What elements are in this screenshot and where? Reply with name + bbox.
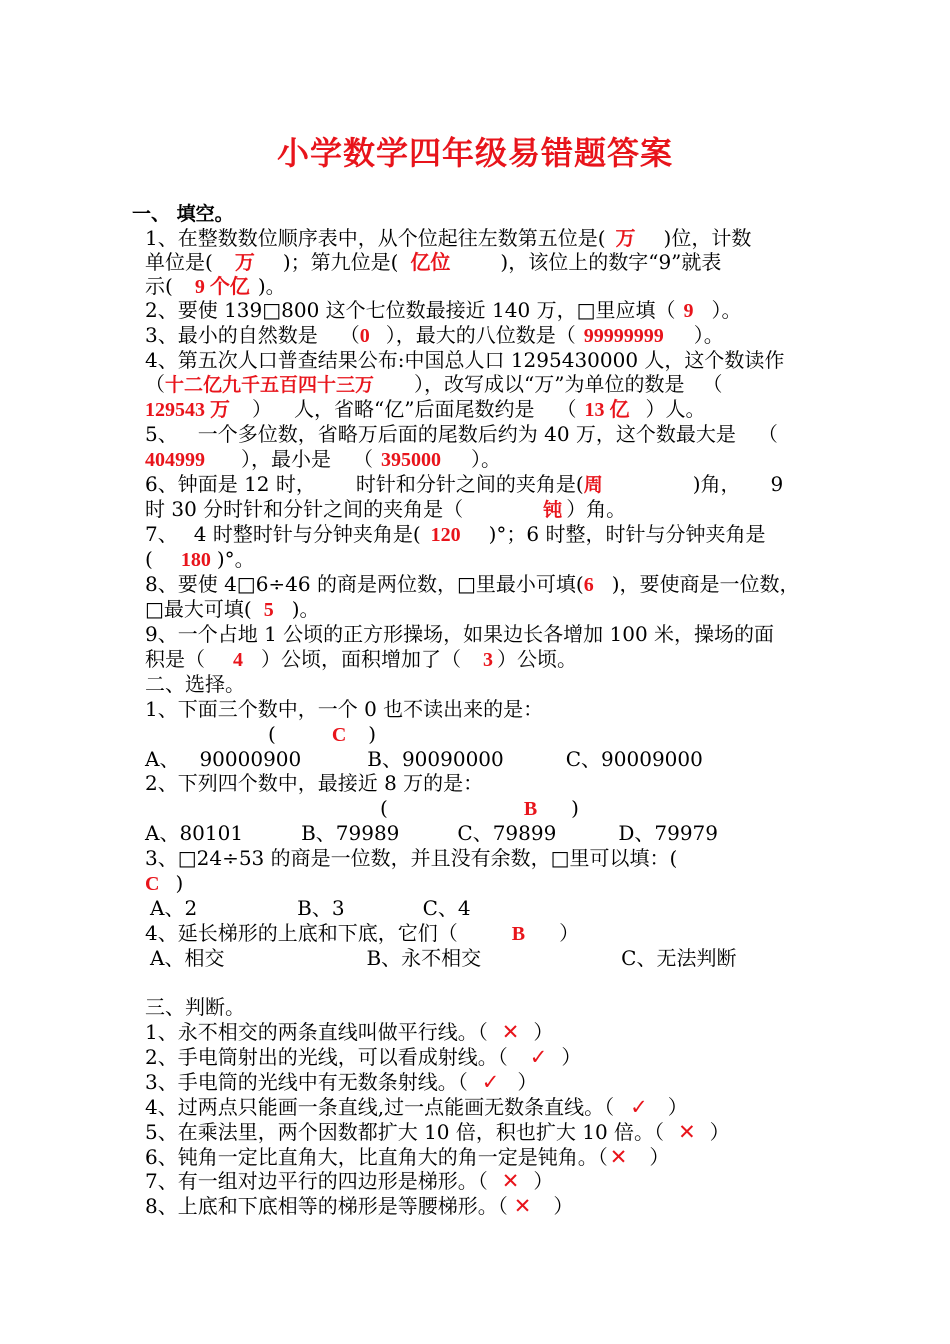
question-text: ）角。 <box>566 497 627 521</box>
question-text: ）。 <box>693 323 724 347</box>
question-text: 7、 <box>145 522 178 546</box>
question-text: ( <box>145 547 153 571</box>
question-text: （ <box>556 397 577 421</box>
question-5-line-1 <box>145 422 778 446</box>
bracket: ） <box>533 1169 554 1193</box>
question-text: ）。 <box>711 298 742 322</box>
bracket: ) <box>571 796 579 820</box>
question-text: ） <box>252 397 272 421</box>
bracket: ） <box>517 1070 538 1094</box>
question-1-line-1 <box>145 226 751 251</box>
answer: 4 <box>233 649 243 671</box>
check-mark-icon: ✓ <box>529 1045 548 1069</box>
bracket: ( <box>380 796 388 820</box>
question-8-line-1 <box>145 572 800 597</box>
judge-text: 3、手电筒的光线中有无数条射线。（ <box>145 1070 468 1094</box>
choice-4-options <box>150 946 736 970</box>
answer: 钝 <box>543 499 563 521</box>
bracket: ) <box>175 871 184 895</box>
answer: 129543 万 <box>145 399 230 421</box>
choice-2-answer <box>380 796 579 821</box>
option-a: A、相交 <box>150 946 225 970</box>
question-text: 1、在整数数位顺序表中，从个位起往左数第五位是( <box>145 226 606 250</box>
answer: 5 <box>263 599 274 621</box>
question-text: )°；6 时整，时针与分钟夹角是 <box>488 522 766 546</box>
judge-item-6 <box>145 1145 669 1169</box>
choice-1-question: 1、下面三个数中，一个 0 也不读出来的是： <box>145 697 544 721</box>
question-text: 积是（ <box>145 647 205 671</box>
question-text: 4、延长梯形的上底和下底，它们（ <box>145 921 458 945</box>
cross-mark-icon: ✕ <box>678 1120 696 1144</box>
section-heading-fill-blank: 一、 填空。 <box>132 203 234 225</box>
answer: C <box>145 873 160 895</box>
question-4-line-1: 4、第五次人口普查结果公布:中国总人口 1295430000 人，这个数读作 <box>145 348 785 372</box>
choice-3-answer <box>145 871 183 896</box>
judge-item-2 <box>145 1045 581 1069</box>
answer: 十二亿九千五百四十三万 <box>165 374 375 396</box>
check-mark-icon: ✓ <box>481 1070 500 1094</box>
answer: 9 个亿 <box>194 276 250 298</box>
question-text: 时 30 分时针和分针之间的夹角是（ <box>145 497 464 521</box>
choice-3-question: 3、□24÷53 的商是一位数，并且没有余数，□里可以填：( <box>145 846 678 870</box>
judge-text: 2、手电筒射出的光线，可以看成射线。（ <box>145 1045 508 1069</box>
choice-1-answer <box>268 722 376 747</box>
question-text: 2、要使 139□800 这个七位数最接近 140 万，□里应填（ <box>145 298 676 322</box>
option-b: B、3 <box>297 896 345 920</box>
question-text: )。 <box>257 274 286 298</box>
question-text: 一个多位数，省略万后面的尾数后约为 40 万，这个数最大是 <box>197 422 736 446</box>
answer: 3 <box>483 649 493 671</box>
option-a: A、2 <box>150 896 198 920</box>
question-text: ）。 <box>471 447 501 471</box>
cross-mark-icon: ✕ <box>513 1194 532 1218</box>
cross-mark-icon: ✕ <box>501 1020 520 1044</box>
question-text: ）人。 <box>645 397 706 421</box>
question-text: ）公顷，面积增加了（ <box>261 647 461 671</box>
option-b: B、永不相交 <box>366 946 482 970</box>
question-text: 6、钟面是 12 时， <box>145 472 316 496</box>
cross-mark-icon: ✕ <box>501 1169 520 1193</box>
question-text: □最大可填( <box>145 597 252 621</box>
judge-item-5 <box>145 1120 730 1144</box>
judge-item-8 <box>145 1194 573 1218</box>
question-text: （ <box>339 323 360 347</box>
question-text: （ <box>757 422 778 446</box>
question-text: 9 <box>770 472 784 496</box>
question-text: )；第九位是( <box>282 250 399 274</box>
choice-3-options <box>150 896 471 920</box>
judge-text: 7、有一组对边平行的四边形是梯形。（ <box>145 1169 488 1193</box>
bracket: ) <box>368 722 377 746</box>
answer: 120 <box>430 524 461 546</box>
option-c: C、无法判断 <box>621 946 737 970</box>
option-a: A、 <box>145 747 180 771</box>
question-text: )，要使商是一位数， <box>611 572 800 596</box>
answer: 180 <box>180 549 211 571</box>
answer: B <box>523 798 538 820</box>
option-a-value: 90000900 <box>199 747 302 771</box>
option-c: C、4 <box>422 896 471 920</box>
question-text: )。 <box>291 597 320 621</box>
bracket: ） <box>649 1145 670 1169</box>
answer: 万 <box>234 252 255 274</box>
judge-item-4 <box>145 1095 688 1119</box>
question-4-line-3 <box>145 397 705 422</box>
question-text: ），最大的八位数是（ <box>385 323 576 347</box>
option-b: B、79989 <box>301 821 400 845</box>
option-a: A、80101 <box>145 821 244 845</box>
question-text: （ <box>702 372 723 396</box>
question-text: )°。 <box>216 547 255 571</box>
judge-text: 5、在乘法里，两个因数都扩大 10 倍，积也扩大 10 倍。（ <box>145 1120 665 1144</box>
bracket: ） <box>559 921 580 945</box>
judge-text: 8、上底和下底相等的梯形是等腰梯形。（ <box>145 1194 508 1218</box>
answer: 亿位 <box>410 252 451 274</box>
question-text: ）公顷。 <box>497 647 577 671</box>
bracket: ） <box>667 1095 688 1119</box>
answer: 6 <box>583 574 594 596</box>
answer: 395000 <box>381 449 441 471</box>
answer: 万 <box>615 228 636 250</box>
bracket: ( <box>268 722 276 746</box>
choice-4-question <box>145 921 579 946</box>
bracket: ） <box>533 1020 554 1044</box>
choice-2-question: 2、下列四个数中，最接近 8 万的是： <box>145 771 484 795</box>
question-text: 8、要使 4□6÷46 的商是两位数，□里最小可填( <box>145 572 584 596</box>
question-text: （ <box>353 447 373 471</box>
check-mark-icon: ✓ <box>630 1095 648 1119</box>
question-text: 5、 <box>145 422 178 446</box>
answer: 13 亿 <box>584 399 630 421</box>
bracket: ） <box>709 1120 730 1144</box>
question-text: 4 时整时针与分钟夹角是( <box>193 522 421 546</box>
question-text: 示( <box>145 274 173 298</box>
option-b: B、90090000 <box>367 747 504 771</box>
question-text: （ <box>145 372 165 396</box>
question-text: 时针和分针之间的夹角是( <box>355 472 584 496</box>
choice-1-options <box>145 747 703 771</box>
option-c: C、90009000 <box>565 747 703 771</box>
answer: 99999999 <box>583 325 664 347</box>
question-4-line-2 <box>145 372 722 397</box>
cross-mark-icon: ✕ <box>609 1145 628 1169</box>
bracket: ） <box>561 1045 582 1069</box>
choice-2-options <box>145 821 718 845</box>
question-9-line-1: 9、一个占地 1 公顷的正方形操场，如果边长各增加 100 米，操场的面 <box>145 622 775 646</box>
question-text: )角， <box>692 472 741 496</box>
question-1-line-2 <box>145 250 721 275</box>
judge-item-3 <box>145 1070 537 1094</box>
answer: 9 <box>683 300 694 322</box>
question-1-line-3 <box>145 274 286 299</box>
judge-item-7 <box>145 1169 553 1193</box>
question-3 <box>145 323 724 348</box>
question-text: ），最小是 <box>241 447 331 471</box>
judge-text: 4、过两点只能画一条直线,过一点能画无数条直线。（ <box>145 1095 615 1119</box>
question-9-line-2 <box>145 647 577 672</box>
answer: 404999 <box>145 449 205 471</box>
answer: 周 <box>583 474 603 496</box>
option-c: C、79899 <box>457 821 557 845</box>
question-8-line-2 <box>145 597 320 622</box>
answer: C <box>331 724 347 746</box>
option-d: D、79979 <box>618 821 719 845</box>
question-text: 单位是( <box>145 250 213 274</box>
question-text: ），改写成以“万”为单位的数是 <box>414 372 685 396</box>
question-7-line-1 <box>145 522 766 547</box>
bracket: ） <box>553 1194 574 1218</box>
question-text: )，该位上的数字“9”就表 <box>500 250 722 274</box>
judge-text: 1、永不相交的两条直线叫做平行线。（ <box>145 1020 488 1044</box>
question-5-line-2 <box>145 447 501 472</box>
answer: 0 <box>359 325 370 347</box>
judge-item-1 <box>145 1020 553 1044</box>
question-text: 3、最小的自然数是 <box>145 323 318 347</box>
question-text: 人，省略“亿”后面尾数约是 <box>294 397 535 421</box>
judge-text: 6、钝角一定比直角大，比直角大的角一定是钝角。（ <box>145 1145 608 1169</box>
question-2 <box>145 298 741 323</box>
answer: B <box>511 923 526 945</box>
section-heading-judge: 三、判断。 <box>145 995 245 1019</box>
question-6-line-2 <box>145 497 626 522</box>
question-text: )位，计数 <box>663 226 752 250</box>
question-7-line-2 <box>145 547 255 572</box>
question-6-line-1 <box>145 472 783 497</box>
section-heading-choice: 二、选择。 <box>145 672 245 696</box>
page-title: 小学数学四年级易错题答案 <box>276 134 673 172</box>
